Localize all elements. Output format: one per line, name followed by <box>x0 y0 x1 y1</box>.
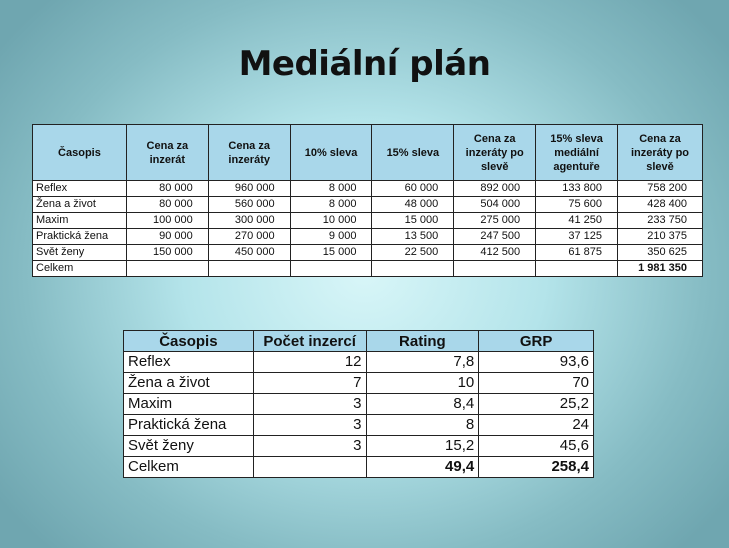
cell-value: 12 <box>253 352 366 373</box>
cell-value: 37 125 <box>536 229 618 245</box>
cell-empty <box>372 261 454 277</box>
cell-total-label: Celkem <box>124 457 254 478</box>
cell-value: 22 500 <box>372 245 454 261</box>
cell-value: 8 <box>366 415 479 436</box>
table-total-row <box>33 261 703 277</box>
col-header-discount-10: 10% sleva <box>290 125 372 181</box>
cell-value: 41 250 <box>536 213 618 229</box>
cell-total-rating: 49,4 <box>366 457 479 478</box>
table-row <box>124 352 594 373</box>
cell-value: 15 000 <box>290 245 372 261</box>
table-row <box>33 229 703 245</box>
table-row <box>124 436 594 457</box>
cell-empty <box>208 261 290 277</box>
cell-value: 275 000 <box>454 213 536 229</box>
cell-value: 560 000 <box>208 197 290 213</box>
cell-value: 504 000 <box>454 197 536 213</box>
cell-magazine: Svět ženy <box>124 436 254 457</box>
table-row <box>33 213 703 229</box>
cell-empty <box>290 261 372 277</box>
cell-value: 75 600 <box>536 197 618 213</box>
cell-value: 412 500 <box>454 245 536 261</box>
cell-value: 25,2 <box>479 394 594 415</box>
cell-empty <box>126 261 208 277</box>
col-header-discount-15: 15% sleva <box>372 125 454 181</box>
table-row <box>124 415 594 436</box>
cell-magazine: Žena a život <box>33 197 127 213</box>
cell-value: 428 400 <box>618 197 703 213</box>
cell-magazine: Reflex <box>33 181 127 197</box>
cell-value: 9 000 <box>290 229 372 245</box>
cell-value: 133 800 <box>536 181 618 197</box>
cell-value: 60 000 <box>372 181 454 197</box>
cell-value: 61 875 <box>536 245 618 261</box>
cell-total-value: 1 981 350 <box>618 261 703 277</box>
cell-value: 150 000 <box>126 245 208 261</box>
cell-value: 48 000 <box>372 197 454 213</box>
cell-empty <box>536 261 618 277</box>
col-header-final-price: Cena za inzeráty po slevě <box>618 125 703 181</box>
cell-value: 70 <box>479 373 594 394</box>
cell-value: 15 000 <box>372 213 454 229</box>
cell-empty <box>253 457 366 478</box>
col-header-price-after-discount: Cena za inzeráty po slevě <box>454 125 536 181</box>
cell-value: 3 <box>253 394 366 415</box>
cell-value: 7,8 <box>366 352 479 373</box>
col-header-price-ads: Cena za inzeráty <box>208 125 290 181</box>
cell-value: 7 <box>253 373 366 394</box>
media-plan-price-table <box>32 124 703 277</box>
table-total-row <box>124 457 594 478</box>
cell-value: 210 375 <box>618 229 703 245</box>
col-header-agency-discount: 15% sleva mediální agentuře <box>536 125 618 181</box>
cell-value: 892 000 <box>454 181 536 197</box>
cell-value: 10 <box>366 373 479 394</box>
cell-magazine: Maxim <box>33 213 127 229</box>
cell-value: 8 000 <box>290 181 372 197</box>
cell-magazine: Reflex <box>124 352 254 373</box>
cell-value: 24 <box>479 415 594 436</box>
cell-value: 13 500 <box>372 229 454 245</box>
cell-value: 90 000 <box>126 229 208 245</box>
cell-value: 247 500 <box>454 229 536 245</box>
cell-value: 45,6 <box>479 436 594 457</box>
cell-value: 100 000 <box>126 213 208 229</box>
table-row <box>33 181 703 197</box>
cell-value: 233 750 <box>618 213 703 229</box>
table-header-row <box>33 125 703 181</box>
cell-empty <box>454 261 536 277</box>
slide-title: Mediální plán <box>238 44 491 84</box>
cell-value: 80 000 <box>126 181 208 197</box>
cell-magazine: Praktická žena <box>33 229 127 245</box>
col-header-magazine: Časopis <box>33 125 127 181</box>
col-header-ad-count: Počet inzercí <box>253 331 366 352</box>
cell-magazine: Svět ženy <box>33 245 127 261</box>
cell-magazine: Maxim <box>124 394 254 415</box>
table-header-row <box>124 331 594 352</box>
cell-total-label: Celkem <box>33 261 127 277</box>
table-row <box>33 245 703 261</box>
cell-value: 80 000 <box>126 197 208 213</box>
cell-value: 350 625 <box>618 245 703 261</box>
cell-value: 270 000 <box>208 229 290 245</box>
cell-magazine: Žena a život <box>124 373 254 394</box>
cell-value: 15,2 <box>366 436 479 457</box>
cell-value: 450 000 <box>208 245 290 261</box>
cell-value: 8 000 <box>290 197 372 213</box>
cell-value: 8,4 <box>366 394 479 415</box>
cell-value: 300 000 <box>208 213 290 229</box>
col-header-magazine: Časopis <box>124 331 254 352</box>
cell-value: 960 000 <box>208 181 290 197</box>
cell-total-grp: 258,4 <box>479 457 594 478</box>
media-plan-grp-table <box>123 330 594 478</box>
col-header-price-per-ad: Cena za inzerát <box>126 125 208 181</box>
table-row <box>124 394 594 415</box>
cell-value: 3 <box>253 436 366 457</box>
cell-value: 93,6 <box>479 352 594 373</box>
cell-value: 10 000 <box>290 213 372 229</box>
col-header-grp: GRP <box>479 331 594 352</box>
table-row <box>33 197 703 213</box>
cell-magazine: Praktická žena <box>124 415 254 436</box>
col-header-rating: Rating <box>366 331 479 352</box>
table-row <box>124 373 594 394</box>
cell-value: 3 <box>253 415 366 436</box>
cell-value: 758 200 <box>618 181 703 197</box>
